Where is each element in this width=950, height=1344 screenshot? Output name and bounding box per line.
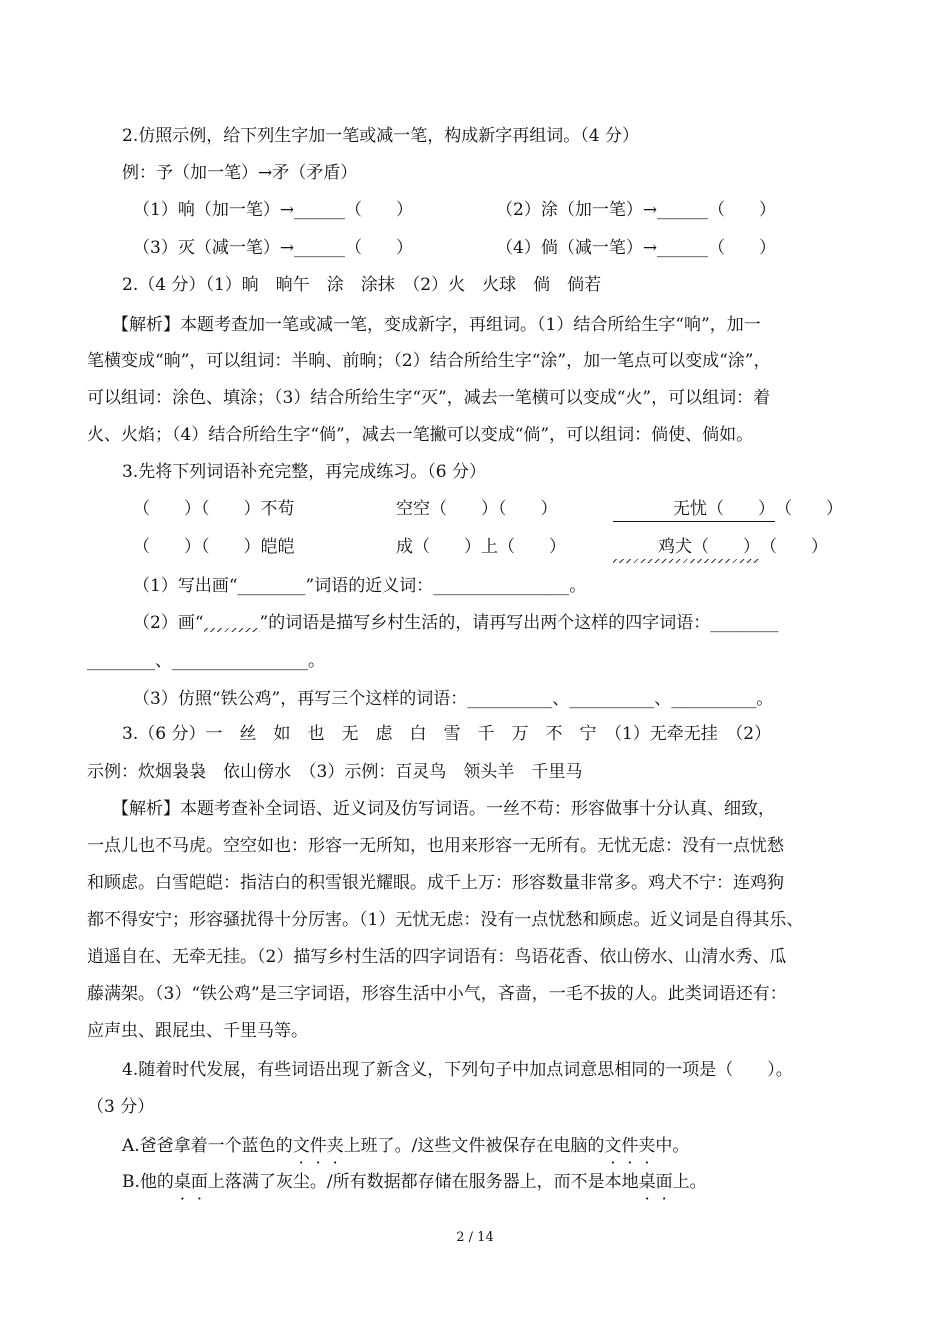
- q3-row1-word-1: （ ）（ ）不苟: [133, 499, 295, 519]
- q3-sub-2-prefix: （2）画“: [133, 613, 204, 633]
- emphasis-dot-char: 文: [604, 1136, 622, 1156]
- emphasis-dot-char: 件: [309, 1136, 327, 1156]
- q4-option-a-mid: 上班了。/这些文件被保存在电脑的: [343, 1136, 605, 1156]
- q2-analysis-line-1: 【解析】本题考查加一笔或减一笔，变成新字，再组词。（1）结合所给生字“响”，加一: [112, 315, 761, 335]
- q3-analysis-line-2: 一点儿也不马虎。空空如也：形容一无所知，也用来形容一无所有。无忧无虑：没有一点忧愁: [87, 836, 784, 856]
- q3-row2-word-2: 成（ ）上（ ）: [396, 537, 566, 557]
- q3-analysis-line-1: 【解析】本题考查补全词语、近义词及仿写词语。一丝不苟：形容做事十分认真、细致，: [112, 799, 775, 819]
- emphasis-dot-char: 桌: [638, 1172, 656, 1192]
- q3-answer-line-1: 3.（6 分）一 丝 如 也 无 虑 白 雪 千 万 不 宁 （1）无牵无挂 （2）: [122, 724, 772, 744]
- emphasis-dot-char: 夹: [326, 1136, 344, 1156]
- q4-option-a-word-2: [604, 1136, 655, 1156]
- q3-row2-word-1: （ ）（ ）皑皑: [133, 537, 295, 557]
- emphasis-dot-char: 面: [655, 1172, 673, 1192]
- q4-option-a-word-1: [293, 1136, 344, 1156]
- q3-row1-word-3: 无忧（ ）: [613, 497, 775, 522]
- q4-option-b-word-1: [174, 1172, 208, 1192]
- q3-analysis-line-4: 都不得安宁；形容骚扰得十分厉害。（1）无忧无虑：没有一点忧愁和顾虑。近义词是自得其乐、: [87, 910, 804, 930]
- emphasis-dot-char: 夹: [638, 1136, 656, 1156]
- q3-row2-word-3-wrap: [613, 535, 828, 559]
- emphasis-dot-char: 桌: [173, 1172, 191, 1192]
- q3-sub-1: （1）写出画“________”词语的近义词：________________。: [133, 576, 587, 596]
- q4-score: （3 分）: [87, 1097, 155, 1117]
- q4-option-a-post: 中。: [655, 1136, 690, 1156]
- q2-item-3: （3）灭（减一笔）→______（ ）: [133, 238, 414, 258]
- q4-option-b-pre: B.他的: [122, 1172, 174, 1192]
- q3-analysis-line-3: 和顾虑。白雪皑皑：指洁白的积雪银光耀眼。成千上万：形容数量非常多。鸡犬不宁：连鸡狗: [87, 873, 784, 893]
- q2-item-4: （4）倘（减一笔）→______（ ）: [496, 238, 777, 258]
- q4-option-b-word-2: [639, 1172, 673, 1192]
- page-number: 2 / 14: [456, 1230, 494, 1245]
- q2-item-1: （1）响（加一笔）→______（ ）: [133, 200, 414, 220]
- q3-row1-word-3-wrap: [613, 497, 843, 522]
- q3-analysis-line-7: 应声虫、跟屁虫、千里马等。: [87, 1021, 308, 1041]
- q4-option-b-mid: 上落满了灰尘。/所有数据都存储在服务器上，而不是本地: [207, 1172, 639, 1192]
- q4-option-a-pre: A.爸爸拿着一个蓝色的: [122, 1136, 293, 1156]
- q3-analysis-line-6: 藤满架。（3）“铁公鸡”是三字词语，形容生活中小气，吝啬，一毛不拔的人。此类词语还有：: [87, 984, 787, 1004]
- emphasis-dot-char: 文: [292, 1136, 310, 1156]
- q3-row2-word-3: 鸡犬（ ）: [613, 535, 760, 559]
- q3-sub-2-wavy-sample: [204, 611, 260, 628]
- q2-analysis-line-2: 笔横变成“晌”，可以组词：半晌、前晌；（2）结合所给生字“涂”，加一笔点可以变成“涂”，: [87, 351, 771, 371]
- q3-analysis-line-5: 逍遥自在、无牵无挂。（2）描写乡村生活的四字词语有：鸟语花香、依山傍水、山清水秀、瓜: [87, 947, 787, 967]
- q4-title: 4.随着时代发展，有些词语出现了新含义，下列句子中加点词意思相同的一项是（ ）。: [122, 1060, 793, 1080]
- q2-item-2: （2）涂（加一笔）→______（ ）: [496, 200, 777, 220]
- q3-answer-line-2: 示例：炊烟袅袅 依山傍水 （3）示例：百灵鸟 领头羊 千里马: [87, 762, 583, 782]
- q2-example: 例：予（加一笔）→矛（矛盾）: [122, 163, 358, 183]
- q3-title: 3.先将下列词语补充完整，再完成练习。（6 分）: [122, 462, 486, 482]
- q4-option-b-post: 上。: [672, 1172, 707, 1192]
- q2-analysis-line-4: 火、火焰；（4）结合所给生字“倘”，减去一笔撇可以变成“倘”，可以组词：倘使、倘如。: [87, 425, 754, 445]
- q4-option-b: [122, 1170, 707, 1194]
- q3-row2-word-4: （ ）: [760, 537, 828, 557]
- q3-sub-2-text: ”的词语是描写乡村生活的，请再写出两个这样的四字词语：________: [259, 613, 779, 633]
- q3-row1-word-2: 空空（ ）（ ）: [396, 499, 558, 519]
- q3-row1-word-4: （ ）: [775, 499, 843, 519]
- q2-title: 2.仿照示例，给下列生字加一笔或减一笔，构成新字再组词。（4 分）: [122, 126, 639, 146]
- q4-option-a: [122, 1134, 689, 1158]
- q2-answer: 2.（4 分）（1）晌 晌午 涂 涂抹 （2）火 火球 倘 倘若: [122, 275, 602, 295]
- q2-analysis-line-3: 可以组词：涂色、填涂；（3）结合所给生字“灭”，减去一笔横可以变成“火”，可以组词：着: [87, 388, 771, 408]
- q3-sub-2-continued: ________、________________。: [87, 651, 325, 671]
- q3-sub-2-line: [133, 611, 778, 635]
- emphasis-dot-char: 件: [621, 1136, 639, 1156]
- q3-sub-3: （3）仿照“铁公鸡”，再写三个这样的词语：__________、__________、__________。: [133, 689, 774, 709]
- emphasis-dot-char: 面: [190, 1172, 208, 1192]
